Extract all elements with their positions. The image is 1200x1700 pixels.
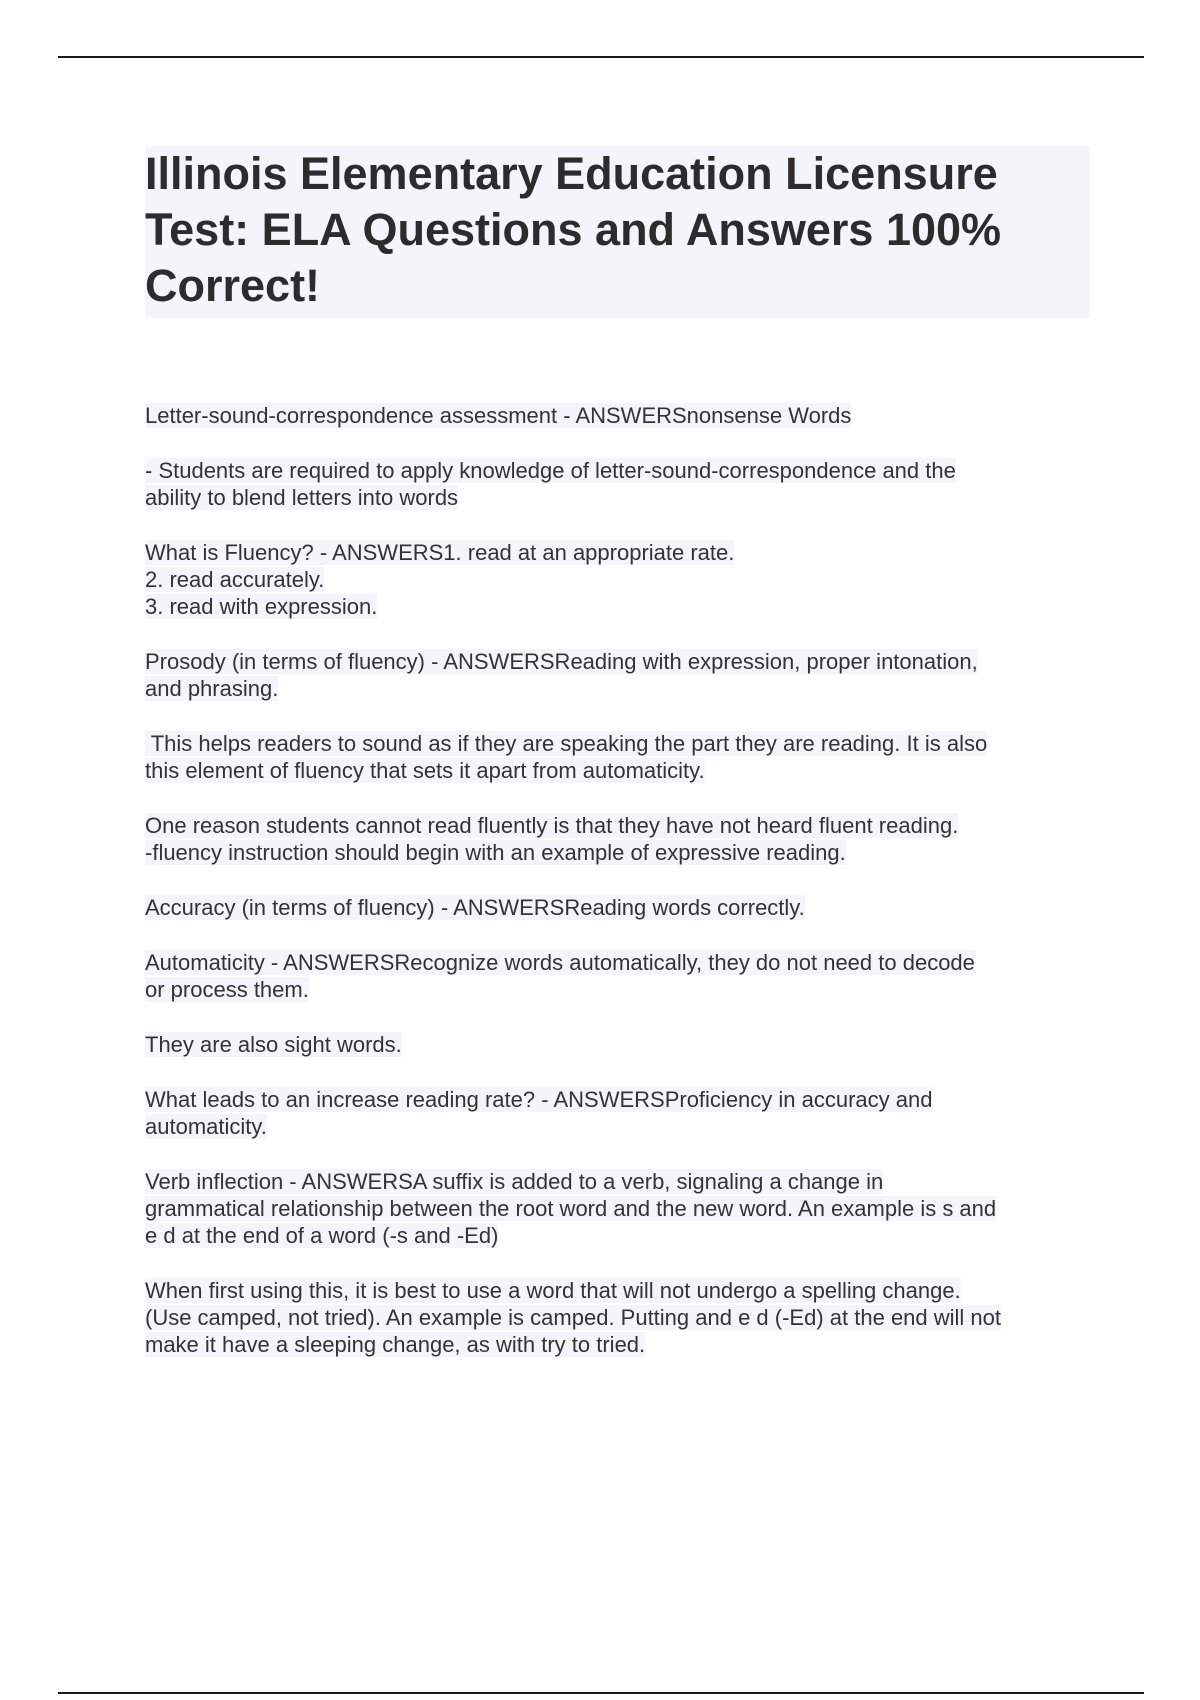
paragraph-line-text: Accuracy (in terms of fluency) - ANSWERSReading words correctly.	[145, 895, 805, 920]
paragraph-line	[145, 539, 1090, 566]
paragraph-line	[145, 757, 1090, 784]
paragraph-line-text: make it have a sleeping change, as with try to tried.	[145, 1332, 646, 1357]
paragraph-line-text: When first using this, it is best to use a word that will not undergo a spelling change.	[145, 1278, 961, 1303]
paragraph-line	[145, 1222, 1090, 1249]
paragraph-line-text: What is Fluency? - ANSWERS1. read at an appropriate rate.	[145, 540, 735, 565]
paragraph-line	[145, 730, 1090, 757]
title-block	[145, 146, 1090, 318]
paragraph-line	[145, 566, 1090, 593]
paragraph-line	[145, 949, 1090, 976]
qa-paragraph	[145, 539, 1090, 620]
top-rule	[58, 56, 1144, 58]
bottom-rule	[58, 1692, 1144, 1694]
paragraph-line-text: 3. read with expression.	[145, 594, 378, 619]
paragraph-line-text: What leads to an increase reading rate? - ANSWERSProficiency in accuracy and	[145, 1087, 933, 1112]
qa-paragraph	[145, 1277, 1090, 1358]
paragraph-line	[145, 1277, 1090, 1304]
paragraph-line	[145, 1304, 1090, 1331]
title-line: Test: ELA Questions and Answers 100%	[145, 204, 1002, 255]
paragraph-line-text: e d at the end of a word (-s and -Ed)	[145, 1223, 499, 1248]
paragraph-line-text: or process them.	[145, 977, 309, 1002]
paragraph-line-text: This helps readers to sound as if they are speaking the part they are reading. It is also	[145, 731, 988, 756]
paragraph-line	[145, 457, 1090, 484]
paragraph-line-text: Prosody (in terms of fluency) - ANSWERSReading with expression, proper intonation,	[145, 649, 978, 674]
qa-paragraph	[145, 949, 1090, 1003]
paragraph-line	[145, 1195, 1090, 1222]
paragraph-line	[145, 839, 1090, 866]
paragraph-line-text: automaticity.	[145, 1114, 267, 1139]
qa-paragraph	[145, 1168, 1090, 1249]
paragraph-line	[145, 812, 1090, 839]
paragraph-line-text: -fluency instruction should begin with an example of expressive reading.	[145, 840, 846, 865]
paragraph-line	[145, 402, 1090, 429]
paragraph-line-text: (Use camped, not tried). An example is camped. Putting and e d (-Ed) at the end will not	[145, 1305, 1002, 1330]
paragraph-line	[145, 593, 1090, 620]
paragraph-line	[145, 976, 1090, 1003]
paragraph-line	[145, 675, 1090, 702]
paragraph-line	[145, 1086, 1090, 1113]
paragraph-line	[145, 1031, 1090, 1058]
qa-entries	[145, 402, 1090, 1358]
document-title	[145, 146, 1090, 314]
paragraph-line-text: Verb inflection - ANSWERSA suffix is added to a verb, signaling a change in	[145, 1169, 884, 1194]
qa-paragraph	[145, 730, 1090, 784]
paragraph-line-text: - Students are required to apply knowledge of letter-sound-correspondence and the	[145, 458, 956, 483]
paragraph-line-text: Automaticity - ANSWERSRecognize words automatically, they do not need to decode	[145, 950, 975, 975]
qa-paragraph	[145, 648, 1090, 702]
title-line: Correct!	[145, 260, 321, 311]
qa-paragraph	[145, 1086, 1090, 1140]
paragraph-line-text: this element of fluency that sets it apart from automaticity.	[145, 758, 705, 783]
paragraph-line-text: and phrasing.	[145, 676, 279, 701]
document-body	[145, 146, 1090, 1386]
paragraph-line-text: ability to blend letters into words	[145, 485, 459, 510]
qa-paragraph	[145, 457, 1090, 511]
paragraph-line	[145, 648, 1090, 675]
paragraph-line	[145, 1168, 1090, 1195]
paragraph-line	[145, 1113, 1090, 1140]
paragraph-line-text: One reason students cannot read fluently is that they have not heard fluent reading.	[145, 813, 959, 838]
qa-paragraph	[145, 402, 1090, 429]
paragraph-line	[145, 894, 1090, 921]
paragraph-line-text: Letter-sound-correspondence assessment - ANSWERSnonsense Words	[145, 403, 852, 428]
paragraph-line-text: grammatical relationship between the root word and the new word. An example is s and	[145, 1196, 997, 1221]
title-line: Illinois Elementary Education Licensure	[145, 148, 998, 199]
paragraph-line	[145, 1331, 1090, 1358]
qa-paragraph	[145, 894, 1090, 921]
paragraph-line-text: They are also sight words.	[145, 1032, 402, 1057]
paragraph-line	[145, 484, 1090, 511]
qa-paragraph	[145, 812, 1090, 866]
qa-paragraph	[145, 1031, 1090, 1058]
paragraph-line-text: 2. read accurately.	[145, 567, 325, 592]
